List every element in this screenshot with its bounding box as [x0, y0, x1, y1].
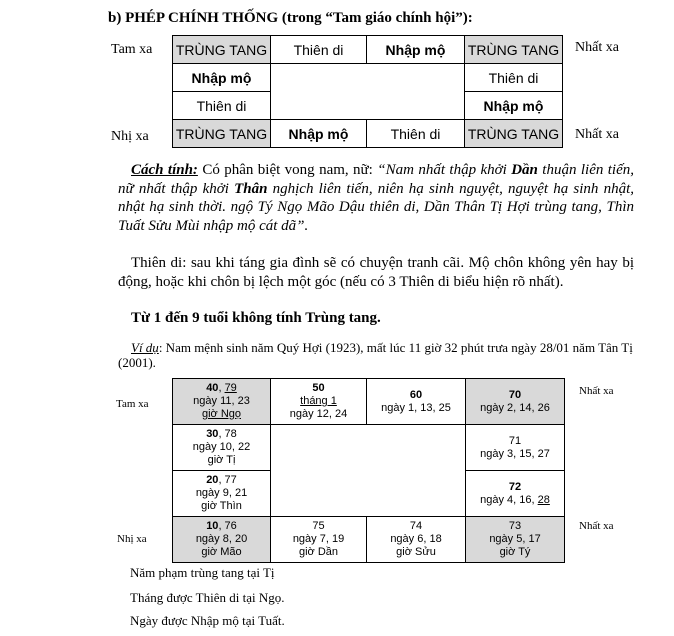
calculation-bold-2: Thân	[234, 180, 268, 197]
grid2-cell-75: 75 ngày 7, 19 giờ Dần	[271, 517, 367, 563]
grid1-center	[271, 64, 465, 120]
grid1-cell: Thiên di	[367, 120, 465, 148]
grid2-label-nhat-xa-top: Nhất xa	[579, 385, 614, 397]
grid1-label-nhat-xa-top: Nhất xa	[575, 40, 619, 55]
palace-grid-1	[172, 35, 563, 148]
grid1-cell: Nhập mộ	[465, 92, 563, 120]
calculation-intro: Có phân biệt vong nam, nữ:	[197, 162, 378, 178]
footer-line: Tháng được Thiên di tại Ngọ.	[130, 590, 285, 605]
rule-line: Từ 1 đến 9 tuổi không tính Trùng tang.	[131, 310, 381, 326]
grid1-label-nhi-xa: Nhị xa	[111, 129, 149, 144]
grid1-cell: Nhập mộ	[173, 64, 271, 92]
grid1-label-tam-xa: Tam xa	[111, 42, 153, 57]
grid2-cell-70: 70 ngày 2, 14, 26	[466, 379, 565, 425]
palace-grid-2	[172, 378, 565, 563]
footer-line: Năm phạm trùng tang tại Tị	[130, 565, 275, 580]
grid2-cell-30: 30, 78 ngày 10, 22 giờ Tị	[173, 425, 271, 471]
grid2-cell-72: 72 ngày 4, 16, 28	[466, 471, 565, 517]
calculation-quote-3: nghịch liên tiến, niên hạ sinh nguyệt, nguyệt hạ sinh nhật, nhật hạ sinh thời. ngộ Tý Ngọ Mão Dậu thiên di, Dần Thân Tị Hợi trùng tang, Thìn Tuất Sửu Mùi nhập mộ cát dã”.	[118, 180, 634, 234]
grid1-cell: Thiên di	[271, 36, 367, 64]
grid2-cell-73: 73 ngày 5, 17 giờ Tý	[466, 517, 565, 563]
section-heading: b) PHÉP CHÍNH THỐNG (trong “Tam giáo chính hội”):	[108, 10, 473, 26]
thien-di-note: Thiên di: sau khi táng gia đình sẽ có chuyện tranh cãi. Mộ chôn không yên hay bị động, hoặc khi chôn bị lệch một góc (nếu có 3 Thiên di biểu hiện rõ nhất).	[118, 255, 634, 290]
grid1-cell: Nhập mộ	[271, 120, 367, 148]
example-paragraph	[118, 340, 638, 370]
calculation-bold-1: Dần	[511, 162, 538, 178]
grid2-cell-10: 10, 76 ngày 8, 20 giờ Mão	[173, 517, 271, 563]
calculation-quote-2: thuận liên tiến, nữ nhất thập khởi	[118, 162, 634, 197]
grid1-cell: TRÙNG TANG	[465, 36, 563, 64]
grid2-cell-71: 71 ngày 3, 15, 27	[466, 425, 565, 471]
footer-line: Ngày được Nhập mộ tại Tuất.	[130, 613, 285, 628]
grid2-cell-40: 40, 79 ngày 11, 23 giờ Ngọ	[173, 379, 271, 425]
grid2-label-nhat-xa-bottom: Nhất xa	[579, 520, 614, 532]
grid1-cell: Thiên di	[465, 64, 563, 92]
grid1-cell: TRÙNG TANG	[173, 120, 271, 148]
grid2-cell-50: 50 tháng 1 ngày 12, 24	[271, 379, 367, 425]
grid2-label-nhi-xa: Nhị xa	[117, 533, 147, 545]
grid2-label-tam-xa: Tam xa	[116, 398, 149, 410]
grid2-cell-74: 74 ngày 6, 18 giờ Sửu	[367, 517, 466, 563]
grid2-center	[271, 425, 466, 517]
grid2-cell-20: 20, 77 ngày 9, 21 giờ Thìn	[173, 471, 271, 517]
calculation-paragraph	[118, 161, 634, 235]
example-label: Ví dụ	[131, 340, 159, 355]
example-text: : Nam mệnh sinh năm Quý Hợi (1923), mất lúc 11 giờ 32 phút trưa ngày 28/01 năm Tân Tị (2001).	[118, 340, 633, 370]
calculation-label: Cách tính:	[131, 162, 198, 178]
grid1-cell: Nhập mộ	[367, 36, 465, 64]
grid1-cell: TRÙNG TANG	[465, 120, 563, 148]
calculation-quote-1: “Nam nhất thập khởi	[377, 162, 512, 178]
grid1-label-nhat-xa-bottom: Nhất xa	[575, 127, 619, 142]
grid1-cell: Thiên di	[173, 92, 271, 120]
grid2-cell-60: 60 ngày 1, 13, 25	[367, 379, 466, 425]
grid1-cell: TRÙNG TANG	[173, 36, 271, 64]
